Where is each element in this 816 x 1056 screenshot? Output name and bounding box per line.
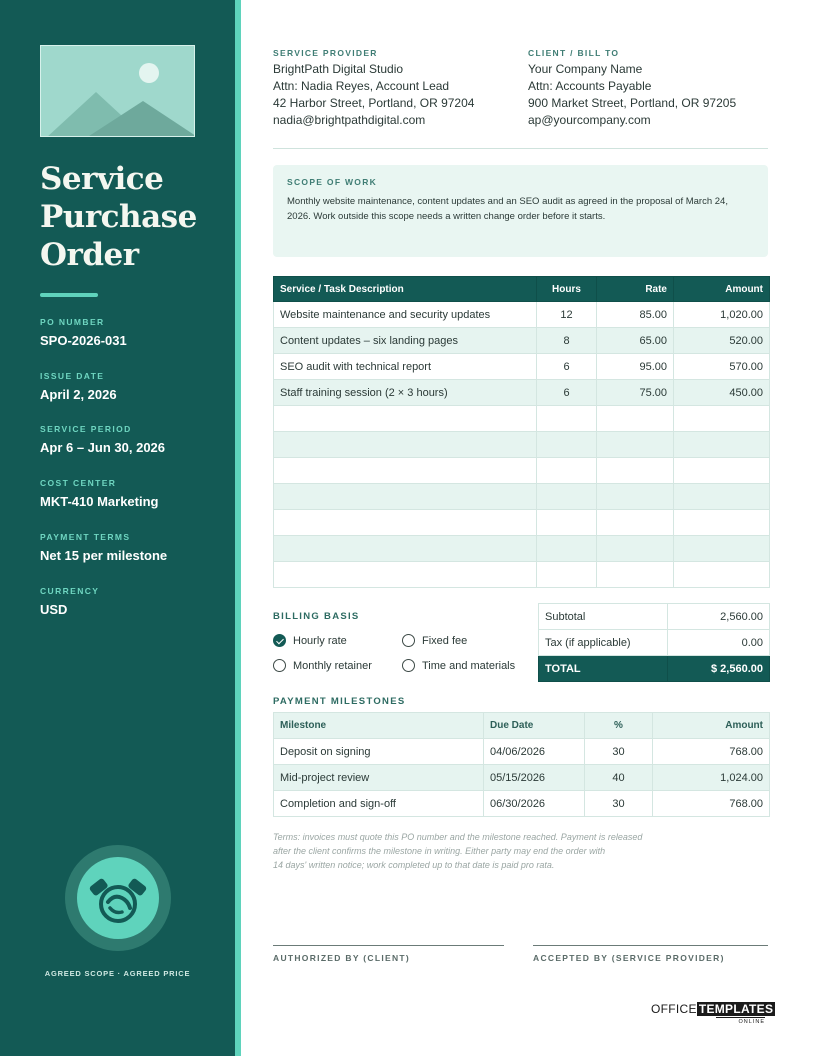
table-cell[interactable]: SEO audit with technical report (274, 354, 537, 380)
terms-line: 14 days' written notice; work completed up to that date is paid pro rata. (273, 860, 555, 870)
table-cell[interactable] (274, 432, 537, 458)
table-cell[interactable] (274, 406, 537, 432)
client-block (528, 48, 768, 129)
table-cell[interactable] (537, 406, 597, 432)
billing-option-fixed-fee[interactable] (402, 634, 467, 647)
meta-label: PAYMENT TERMS (40, 532, 131, 542)
table-cell[interactable]: Deposit on signing (274, 739, 484, 765)
milestones-label: PAYMENT MILESTONES (273, 696, 406, 707)
client-signature-line[interactable] (273, 945, 504, 946)
radio-icon[interactable] (402, 659, 415, 672)
table-cell[interactable]: 04/06/2026 (484, 739, 585, 765)
meta-payment-terms (40, 532, 230, 563)
terms-line: Terms: invoices must quote this PO number and the milestone reached. Payment is released (273, 832, 643, 842)
divider (273, 148, 768, 149)
meta-currency (40, 586, 230, 617)
billing-basis-label: BILLING BASIS (273, 611, 360, 622)
terms-line: after the client confirms the milestone in writing. Either party may end the order with (273, 846, 606, 856)
total-row (539, 656, 770, 682)
provider-email[interactable]: nadia@brightpathdigital.com (273, 113, 426, 127)
client-email[interactable]: ap@yourcompany.com (528, 113, 651, 127)
subtotal-label: Subtotal (539, 604, 668, 630)
option-label: Monthly retainer (293, 659, 372, 672)
radio-icon[interactable] (402, 634, 415, 647)
table-row (274, 562, 770, 588)
meta-value: April 2, 2026 (40, 387, 117, 402)
billing-option-hourly[interactable] (273, 634, 347, 647)
option-label: Time and materials (422, 659, 516, 672)
sidebar-accent-stripe (235, 0, 241, 1056)
provider-signature-line[interactable] (533, 945, 768, 946)
table-cell[interactable]: 768.00 (653, 739, 770, 765)
table-cell[interactable]: 520.00 (674, 328, 770, 354)
table-cell[interactable] (274, 458, 537, 484)
provider-name: BrightPath Digital Studio (273, 62, 404, 76)
table-cell[interactable] (674, 458, 770, 484)
radio-icon[interactable] (273, 659, 286, 672)
meta-issue-date (40, 371, 230, 402)
title-line: Service (40, 161, 164, 197)
table-cell[interactable]: 40 (585, 765, 653, 791)
table-row (274, 406, 770, 432)
table-cell[interactable]: Completion and sign-off (274, 791, 484, 817)
handshake-icon (86, 868, 150, 928)
table-cell[interactable] (597, 432, 674, 458)
table-row (274, 739, 770, 765)
brand-part: TEMPLATES (698, 1002, 774, 1016)
sidebar (0, 0, 235, 1056)
table-cell[interactable] (274, 536, 537, 562)
mountain-image-icon (41, 46, 195, 137)
table-cell[interactable]: 8 (537, 328, 597, 354)
meta-value: USD (40, 602, 68, 617)
table-cell[interactable] (537, 484, 597, 510)
table-cell[interactable]: Content updates – six landing pages (274, 328, 537, 354)
brand-logo (651, 1002, 775, 1016)
option-label: Fixed fee (422, 634, 468, 647)
table-cell[interactable] (674, 562, 770, 588)
subtotal-row (539, 604, 770, 630)
table-cell[interactable] (674, 432, 770, 458)
table-cell[interactable]: 450.00 (674, 380, 770, 406)
table-row (274, 354, 770, 380)
table-header-row (274, 277, 770, 302)
title-line: Purchase (40, 199, 197, 235)
table-cell[interactable]: Website maintenance and security updates (274, 302, 537, 328)
table-cell[interactable] (597, 406, 674, 432)
column-header: Milestone (274, 713, 484, 739)
table-cell[interactable]: 768.00 (653, 791, 770, 817)
badge-inner (77, 857, 159, 939)
table-cell[interactable]: 05/15/2026 (484, 765, 585, 791)
table-row (274, 484, 770, 510)
meta-label: CURRENCY (40, 586, 100, 596)
tax-row (539, 630, 770, 656)
scope-label: SCOPE OF WORK (287, 177, 378, 187)
provider-attn: Attn: Nadia Reyes, Account Lead (273, 79, 450, 93)
column-header: Hours (537, 277, 597, 302)
checked-radio-icon[interactable] (273, 634, 286, 647)
client-name: Your Company Name (528, 62, 643, 76)
table-cell[interactable]: 30 (585, 739, 653, 765)
table-cell[interactable] (274, 510, 537, 536)
table-cell[interactable] (597, 510, 674, 536)
table-cell[interactable] (274, 562, 537, 588)
billing-option-retainer[interactable] (273, 659, 372, 672)
meta-value: SPO-2026-031 (40, 333, 127, 348)
meta-cost-center (40, 478, 230, 509)
table-cell[interactable] (674, 536, 770, 562)
client-signature-label: AUTHORIZED BY (CLIENT) (273, 953, 411, 963)
table-cell[interactable]: 30 (585, 791, 653, 817)
table-cell[interactable]: 12 (537, 302, 597, 328)
badge (65, 845, 171, 951)
client-attn: Attn: Accounts Payable (528, 79, 652, 93)
scope-text: Monthly website maintenance, content updates and an SEO audit as agreed in the proposal of March 24, 2026. Work outside this scope needs a written change order before it starts. (287, 196, 728, 222)
services-table (273, 276, 770, 588)
title-divider (40, 293, 98, 297)
tax-label: Tax (if applicable) (539, 630, 668, 656)
totals-table (538, 603, 770, 682)
table-cell[interactable] (537, 536, 597, 562)
table-cell[interactable]: Mid-project review (274, 765, 484, 791)
column-header: Due Date (484, 713, 585, 739)
table-header-row (274, 713, 770, 739)
table-cell[interactable]: 65.00 (597, 328, 674, 354)
table-cell[interactable]: 85.00 (597, 302, 674, 328)
provider-label: SERVICE PROVIDER (273, 48, 378, 58)
meta-value: Net 15 per milestone (40, 548, 168, 563)
table-cell[interactable]: 1,024.00 (653, 765, 770, 791)
table-cell[interactable]: 1,020.00 (674, 302, 770, 328)
table-cell[interactable] (537, 562, 597, 588)
total-label: TOTAL (539, 656, 668, 682)
table-cell[interactable] (537, 458, 597, 484)
table-row (274, 328, 770, 354)
table-cell[interactable] (597, 458, 674, 484)
table-row (274, 302, 770, 328)
tax-value: 0.00 (668, 630, 770, 656)
table-cell[interactable] (597, 562, 674, 588)
column-header: Amount (653, 713, 770, 739)
column-header: Rate (597, 277, 674, 302)
placeholder-image (40, 45, 195, 137)
table-cell[interactable]: 6 (537, 380, 597, 406)
option-label: Hourly rate (293, 634, 347, 647)
table-row (274, 536, 770, 562)
column-header: % (585, 713, 653, 739)
client-label: CLIENT / BILL TO (528, 48, 620, 58)
table-cell[interactable]: 75.00 (597, 380, 674, 406)
table-row (274, 765, 770, 791)
brand-part: OFFICE (651, 1002, 697, 1016)
table-cell[interactable] (597, 536, 674, 562)
table-row (274, 380, 770, 406)
meta-po-number (40, 317, 230, 348)
subtotal-value: 2,560.00 (668, 604, 770, 630)
total-value: $ 2,560.00 (668, 656, 770, 682)
brand-sub: ONLINE (716, 1017, 765, 1025)
meta-value: MKT-410 Marketing (40, 494, 159, 509)
table-cell[interactable]: 6 (537, 354, 597, 380)
meta-label: SERVICE PERIOD (40, 424, 132, 434)
meta-service-period (40, 424, 230, 455)
document-title (40, 160, 225, 274)
table-cell[interactable] (537, 510, 597, 536)
table-cell[interactable] (674, 510, 770, 536)
meta-label: ISSUE DATE (40, 371, 105, 381)
provider-address: 42 Harbor Street, Portland, OR 97204 (273, 96, 475, 110)
column-header: Amount (674, 277, 770, 302)
terms-text (273, 830, 713, 872)
title-line: Order (40, 237, 139, 273)
billing-option-time-materials[interactable] (402, 659, 515, 672)
table-cell[interactable] (274, 484, 537, 510)
table-cell[interactable]: 06/30/2026 (484, 791, 585, 817)
scope-of-work-box (273, 165, 768, 257)
milestones-table (273, 712, 770, 817)
meta-label: COST CENTER (40, 478, 117, 488)
provider-signature-label: ACCEPTED BY (SERVICE PROVIDER) (533, 953, 725, 963)
service-provider-block (273, 48, 513, 129)
table-cell[interactable] (674, 406, 770, 432)
client-address: 900 Market Street, Portland, OR 97205 (528, 96, 737, 110)
tagline: AGREED SCOPE · AGREED PRICE (44, 969, 191, 978)
table-cell[interactable]: 95.00 (597, 354, 674, 380)
table-row (274, 510, 770, 536)
table-cell[interactable] (537, 432, 597, 458)
table-cell[interactable]: Staff training session (2 × 3 hours) (274, 380, 537, 406)
table-row (274, 458, 770, 484)
table-cell[interactable] (674, 484, 770, 510)
table-cell[interactable]: 570.00 (674, 354, 770, 380)
table-row (274, 791, 770, 817)
column-header: Service / Task Description (274, 277, 537, 302)
table-cell[interactable] (597, 484, 674, 510)
meta-value: Apr 6 – Jun 30, 2026 (40, 440, 166, 455)
table-row (274, 432, 770, 458)
meta-label: PO NUMBER (40, 317, 105, 327)
